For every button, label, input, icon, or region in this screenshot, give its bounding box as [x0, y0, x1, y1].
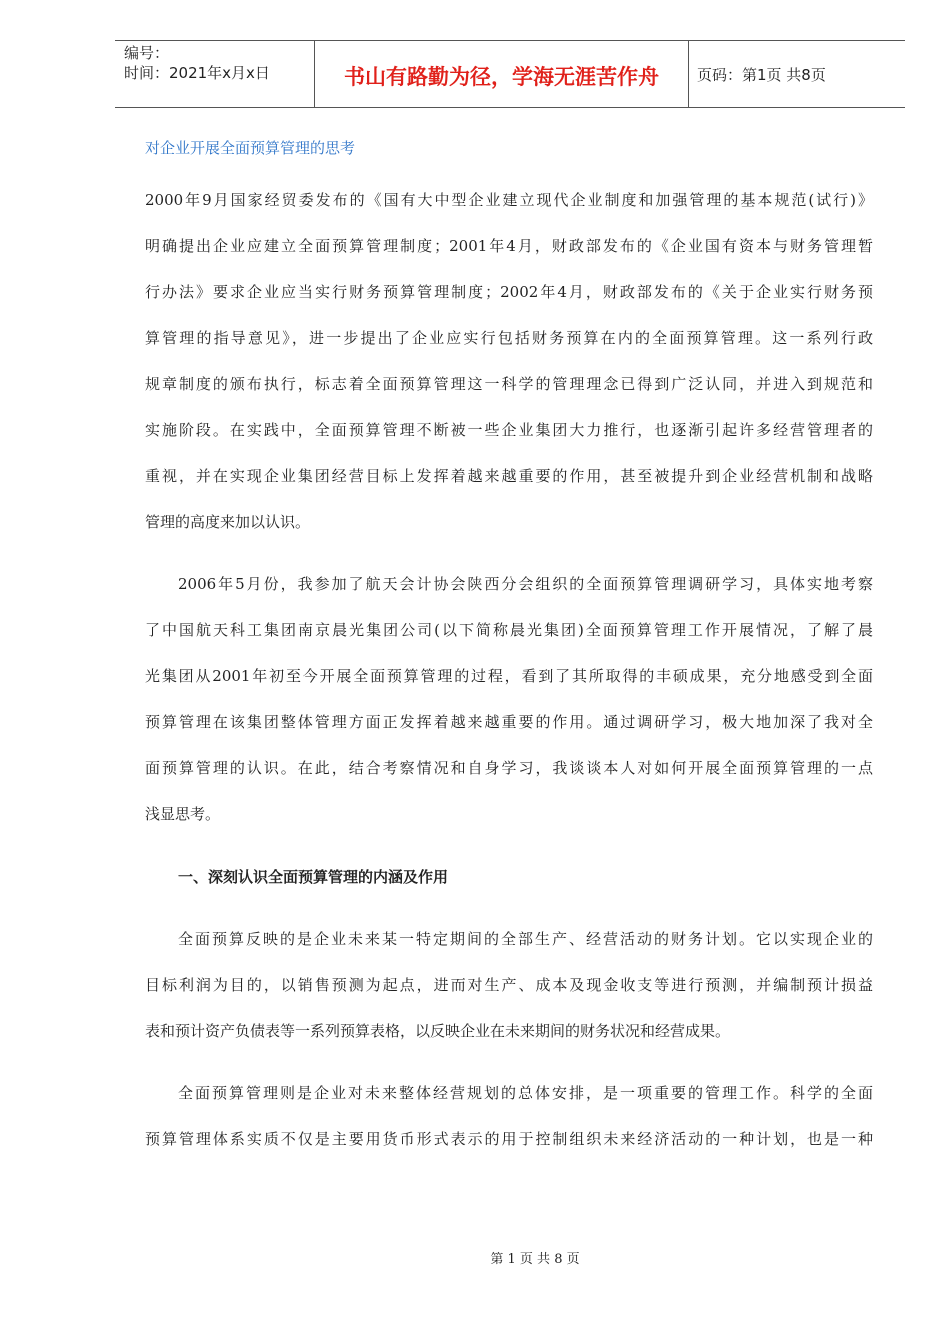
document-header — [115, 40, 905, 108]
text-line: 2006年5月份，我参加了航天会计协会陕西分会组织的全面预算管理调研学习，具体实地考察 — [178, 575, 873, 593]
text-line: 重视，并在实现企业集团经营目标上发挥着越来越重要的作用，甚至被提升到企业经营机制和战略 — [145, 467, 873, 485]
header-meta — [115, 41, 315, 107]
text-line: 规章制度的颁布执行，标志着全面预算管理这一科学的管理理念已得到广泛认同，并进入到规范和 — [145, 375, 873, 393]
text-line: 实施阶段。在实践中，全面预算管理不断被一些企业集团大力推行，也逐渐引起许多经营管理者的 — [145, 421, 873, 439]
paragraph-1 — [145, 190, 873, 558]
text-line: 全面预算反映的是企业未来某一特定期间的全部生产、经营活动的财务计划。它以实现企业的 — [178, 930, 873, 948]
number-label: 编号： — [124, 44, 170, 62]
text-line: 预算管理在该集团整体管理方面正发挥着越来越重要的作用。通过调研学习，极大地加深了我对全 — [145, 713, 873, 731]
section-heading: 一、深刻认识全面预算管理的内涵及作用 — [178, 868, 449, 886]
text-line: 表和预计资产负债表等一系列预算表格，以反映企业在未来期间的财务状况和经营成果。 — [145, 1022, 731, 1040]
text-line: 算管理的指导意见》，进一步提出了企业应实行包括财务预算在内的全面预算管理。这一系列行政 — [145, 329, 873, 347]
document-title: 对企业开展全面预算管理的思考 — [145, 139, 356, 157]
text-line: 管理的高度来加以认识。 — [145, 513, 311, 531]
text-line: 浅显思考。 — [145, 805, 221, 823]
text-line: 2000年9月国家经贸委发布的《国有大中型企业建立现代企业制度和加强管理的基本规范(试行)》 — [145, 191, 873, 209]
text-line: 全面预算管理则是企业对未来整体经营规划的总体安排，是一项重要的管理工作。科学的全面 — [178, 1084, 873, 1102]
page-footer: 第 1 页 共 8 页 — [490, 1252, 580, 1267]
header-motto: 书山有路勤为径，学海无涯苦作舟 — [315, 41, 689, 107]
paragraph-4 — [145, 1083, 873, 1175]
text-line: 预算管理体系实质不仅是主要用货币形式表示的用于控制组织未来经济活动的一种计划，也是一种 — [145, 1130, 873, 1148]
text-line: 行办法》要求企业应当实行财务预算管理制度；2002年4月，财政部发布的《关于企业实行财务预 — [145, 283, 873, 301]
text-line: 了中国航天科工集团南京晨光集团公司(以下简称晨光集团)全面预算管理工作开展情况，了解了晨 — [145, 621, 873, 639]
text-line: 光集团从2001年初至今开展全面预算管理的过程，看到了其所取得的丰硕成果，充分地感受到全面 — [145, 667, 873, 685]
text-line: 面预算管理的认识。在此，结合考察情况和自身学习，我谈谈本人对如何开展全面预算管理的一点 — [145, 759, 873, 777]
paragraph-3 — [145, 929, 873, 1067]
text-line: 目标利润为目的，以销售预测为起点，进而对生产、成本及现金收支等进行预测，并编制预计损益 — [145, 976, 873, 994]
header-page-info: 页码：第1页 共8页 — [697, 65, 826, 84]
time-label: 时间：2021年x月x日 — [124, 64, 270, 82]
text-line: 明确提出企业应建立全面预算管理制度；2001年4月，财政部发布的《企业国有资本与财务管理暂 — [145, 237, 873, 255]
paragraph-2 — [145, 574, 873, 850]
